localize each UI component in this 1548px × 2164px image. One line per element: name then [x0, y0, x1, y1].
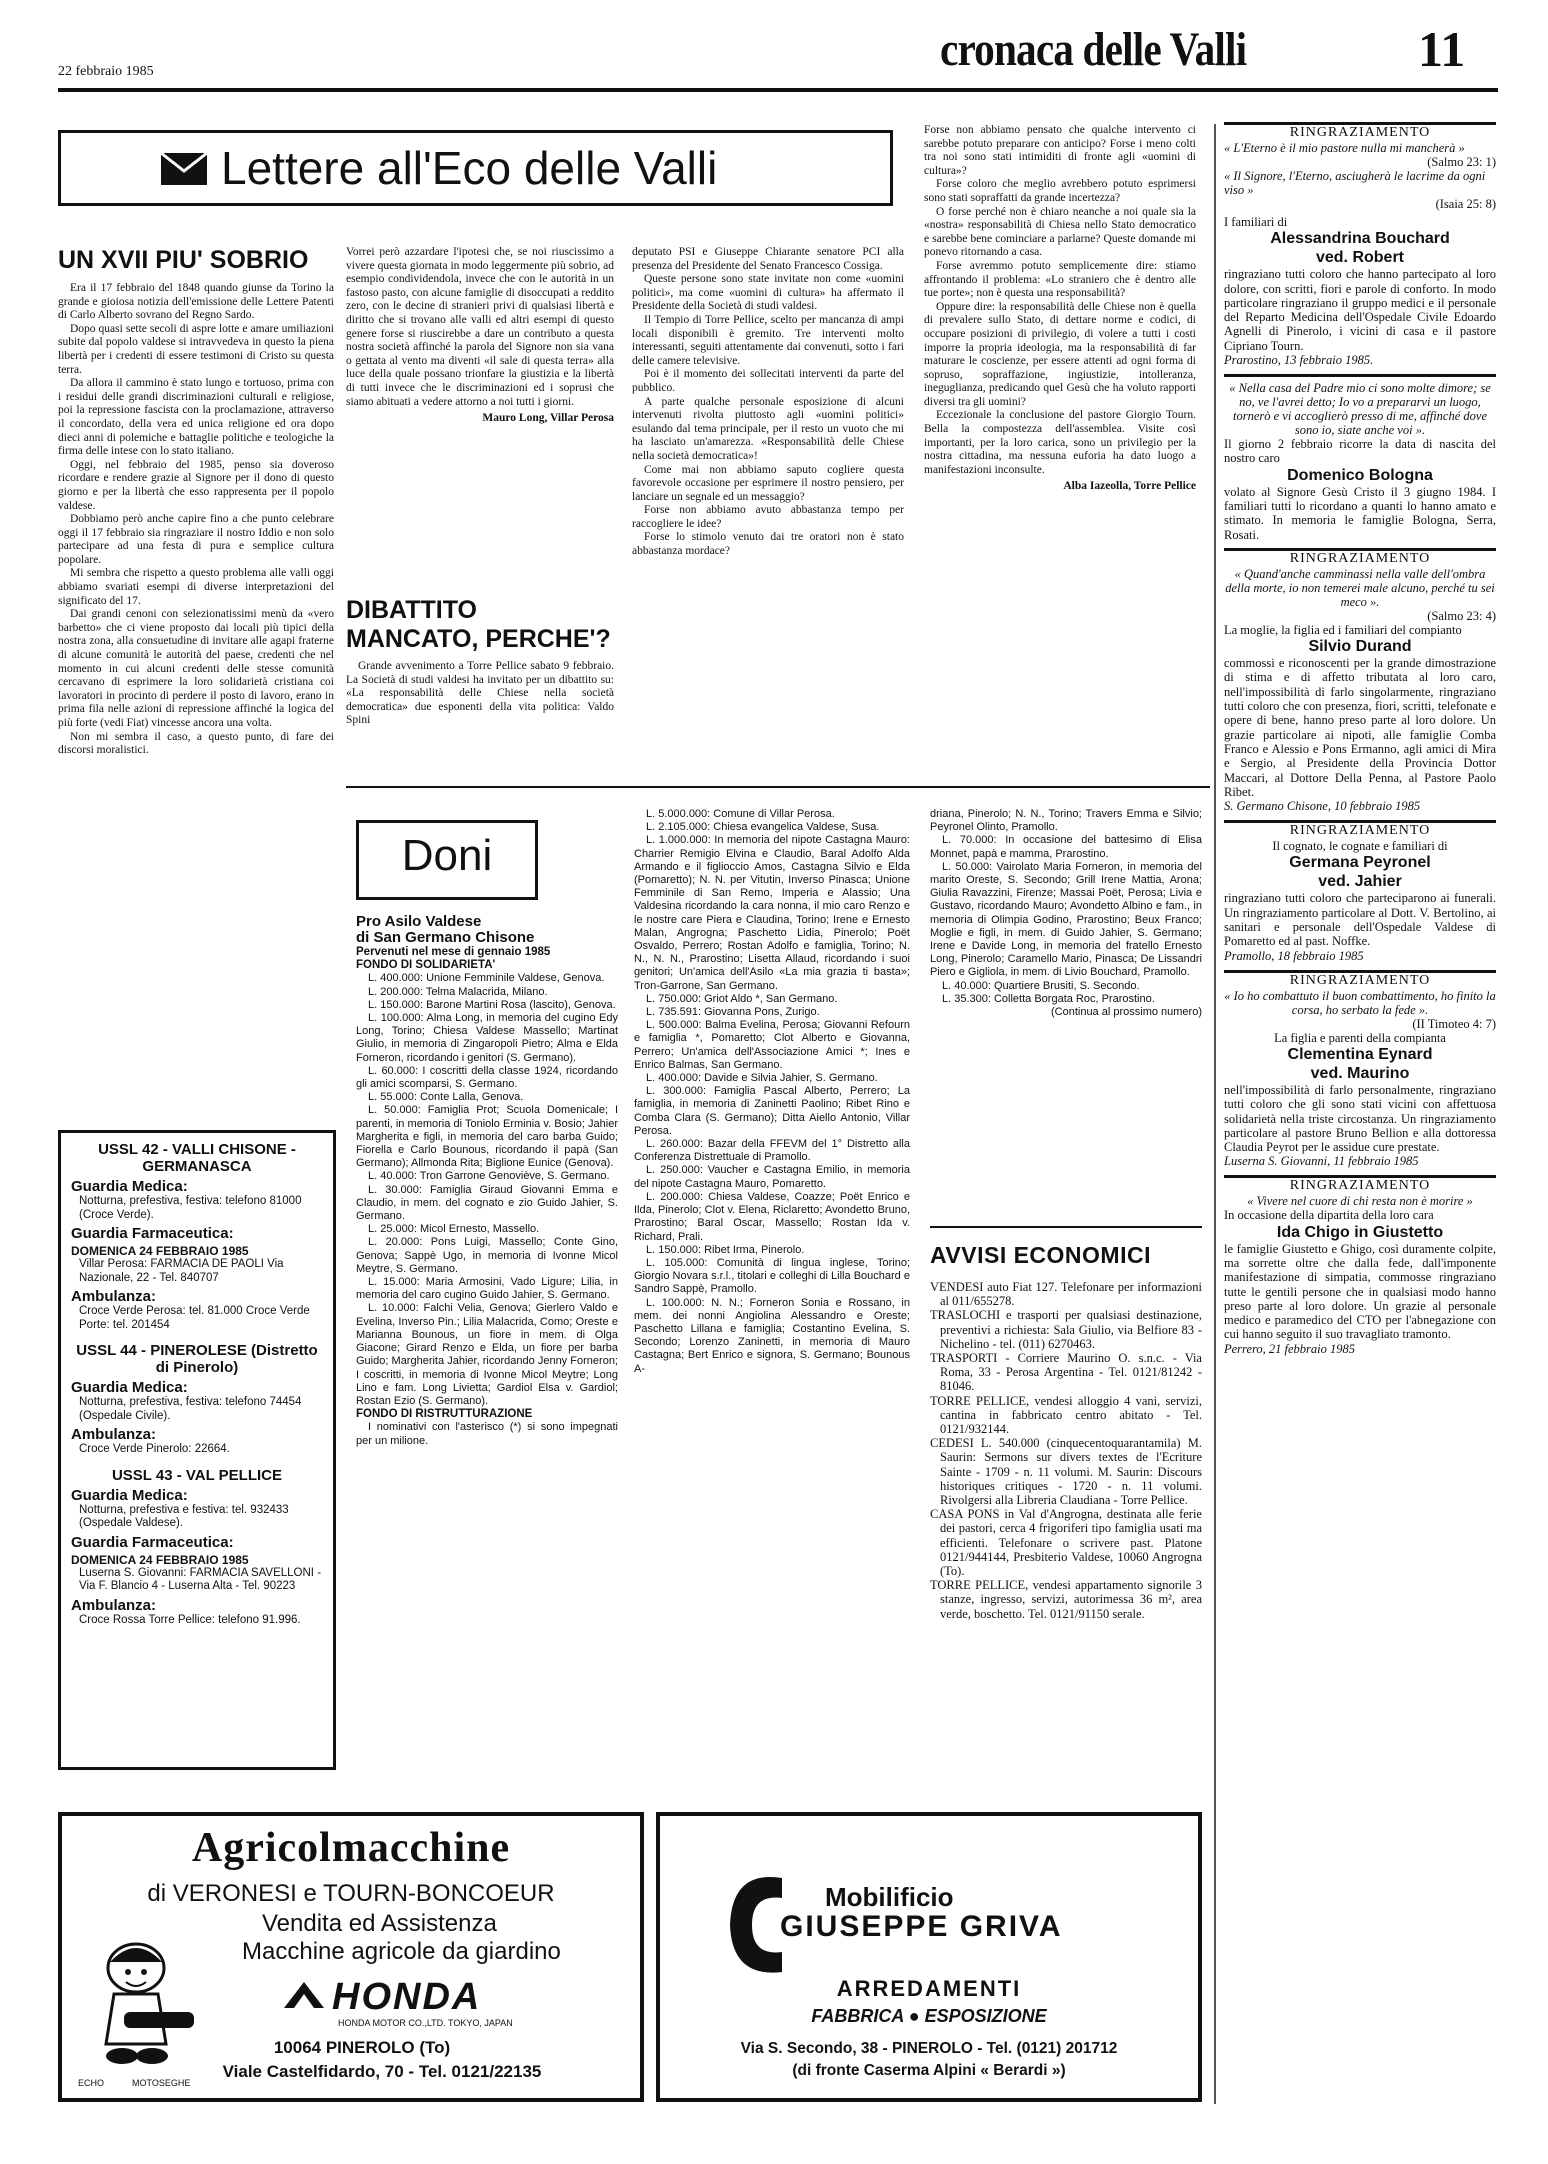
- ring-rule: [1224, 122, 1496, 125]
- doni-entry: L. 300.000: Famiglia Pascal Alberto, Perrero; La famiglia, in memoria di Zaninetti Paolino; Ribet Rino e Comba Clara (S. Germano); Ditta Aiello Antonio, Villar Perosa.: [634, 1085, 910, 1137]
- ring4-name2: ved. Jahier: [1318, 873, 1402, 891]
- doni-entry: L. 200.000: Telma Malacrida, Milano.: [368, 985, 548, 998]
- paragraph: Il Tempio di Torre Pellice, scelto per mancanza di ampi locali disponibili è gremito. Tre interventi molto interessanti, seguiti attentamente dai convenuti, sotto i fari delle camere televisive.: [632, 313, 904, 367]
- ring5-name2: ved. Maurino: [1310, 1064, 1410, 1082]
- section-divider: [346, 786, 1210, 788]
- paragraph: Come mai non abbiamo saputo cogliere questa favorevole occasione per esprimere il nostro pensiero, per lanciare un segnale ed un messaggio?: [632, 463, 904, 503]
- ring1-body: ringraziano tutti coloro che hanno partecipato al loro dolore, con scritti, fiori e parole di conforto. In modo particolare ringraziano il gruppo medici e il personale del Reparto Medicina dell'Ospedale Civile Edoardo Agnelli di Pinerolo, i vicini di casa e il pastore Cipriano Tourn.: [1224, 267, 1496, 353]
- paragraph: Forse lo stimolo venuto dai tre oratori non è stato abbastanza mordace?: [632, 531, 904, 558]
- doni-entry: L. 200.000: Chiesa Valdese, Coazze; Poët Enrico e Ilda, Pinerolo; Clot v. Elena, Riclaretto; Avondetto Bruno, Prarostino; Baral Oscar, Massello; Rostan Ida v. Richard, Prali.: [634, 1190, 910, 1243]
- ussl42-farm-date: DOMENICA 24 FEBBRAIO 1985: [71, 1244, 249, 1258]
- griva-esposizione: ESPOSIZIONE: [924, 2006, 1047, 2026]
- paragraph: Forse non abbiamo avuto abbastanza tempo per raccogliere le idee?: [632, 504, 904, 530]
- ussl42-amb-text: Croce Verde Perosa: tel. 81.000 Croce Verde Porte: tel. 201454: [79, 1305, 310, 1331]
- ring5-body: nell'impossibilità di farlo personalmente, ringraziano tutti coloro che gli sono stati vicini con affettuosa solidarietà nella triste circostanza. Un ringraziamento particolare al pastore Bruno Bellion e alla dottoressa Claudia Peyrot per le assidue cure prestate.: [1224, 1082, 1496, 1155]
- doni-fund2: FONDO DI RISTRUTTURAZIONE: [356, 1408, 533, 1421]
- ring5-quote: « Io ho combattuto il buon combattimento, ho finito la corsa, ho serbato la fede ».: [1224, 988, 1496, 1017]
- avvisi-item: CEDESI L. 540.000 (cinquecentoquarantamila) M. Saurin: Sermons sur divers textes de l'Ecriture Sainte - 1709 - n. 11 volumi. M. Saurin: Discours historiques critiques - 1720 - n. 11 volumi. Rivolgersi alla Libreria Claudiana - Torre Pellice.: [930, 1436, 1202, 1508]
- doni-entry: L. 40.000: Tron Garrone Genoviève, S. Germano.: [368, 1170, 610, 1183]
- ring3-place: S. Germano Chisone, 10 febbraio 1985: [1224, 799, 1421, 814]
- ussl44-medica-label: Guardia Medica:: [71, 1379, 188, 1396]
- ussl42-medica-label: Guardia Medica:: [71, 1178, 188, 1195]
- ring1-ref2: (Isaia 25: 8): [1435, 197, 1496, 211]
- doni-entry: L. 1.000.000: In memoria del nipote Castagna Mauro: Charrier Remigio Elvina e Claudio, Baral Adolfo Alda Armando e il figlioccio Amos, Castagna Silvio e Elda (Pomaretto); N. N. per Vitutin, Inverso Pinasca; Unione Femminile di San Remo, Imperia e Alassio; Una Valdesina ricordando la cara nonna, il mio caro Renzo e le nostre care Piera e Claudina, Torino; Irene e Ernesto Malan, Angrogna; Paschetto Lidia, Pinerolo; Poët Osvaldo, Perrero; Rostan Adolfo e famiglia, Torino; N. N., N. N., Prarostino; Lisetta Allaud, ricordando i suoi genitori; Un'amica dell'Asilo «La mia grazia ti basta»; Tron-Garrone, San Germano.: [634, 834, 910, 992]
- agricol-brand: Agricolmacchine: [191, 1825, 511, 1871]
- article2-body-col3: [924, 124, 1196, 494]
- ring-rule: [1224, 548, 1496, 551]
- doni-entry: L. 750.000: Griot Aldo *, San Germano.: [646, 992, 838, 1005]
- doni-entry: L. 2.105.000: Chiesa evangelica Valdese, Susa.: [646, 821, 880, 834]
- letters-section-title: Lettere all'Eco delle Valli: [221, 142, 718, 194]
- honda-logo: HONDA: [332, 1976, 482, 2018]
- ring4-place: Pramollo, 18 febbraio 1985: [1224, 948, 1364, 963]
- article1-signature: Mauro Long, Villar Perosa: [482, 412, 614, 425]
- ring-rule: [1224, 970, 1496, 973]
- griva-addr1: Via S. Secondo, 38 - PINEROLO - Tel. (0121) 201712: [740, 2040, 1118, 2057]
- doni-entry: L. 35.300: Colletta Borgata Roc, Prarostino.: [942, 992, 1155, 1005]
- agricol-addr2: Viale Castelfidardo, 70 - Tel. 0121/22135: [222, 2062, 542, 2081]
- ring6-intro: In occasione della dipartita della loro cara: [1224, 1208, 1434, 1223]
- doni-entry: L. 15.000: Maria Armosini, Vado Ligure; Lilia, in memoria del caro cugino Guido Jahier, S. Germano.: [356, 1276, 618, 1302]
- ussl43-amb-label: Ambulanza:: [71, 1596, 157, 1614]
- doni-fund2-note: I nominativi con l'asterisco (*) si sono impegnati per un milione.: [356, 1421, 618, 1447]
- avvisi-item: TORRE PELLICE, vendesi appartamento signorile 3 stanze, ingresso, servizi, autorimessa 36 m², area verde, boschetto. Tel. 0121/91150 serale.: [930, 1578, 1202, 1621]
- article2-signature: Alba Iazeolla, Torre Pellice: [1063, 480, 1196, 493]
- doni-entry: L. 50.000: Famiglia Prot; Scuola Domenicale; I parenti, in memoria di Toniolo Erminia v. Bosio; Jahier Margherita e figli, in memoria del caro barba Guido; Fiorella e Carlo Bounous, ricordando il papà (San Germano); Allmonda Rita; Biglione Eunice (Genova).: [356, 1104, 618, 1170]
- ad-griva: [656, 1812, 1202, 2102]
- ussl43-amb-text: Croce Rossa Torre Pellice: telefono 91.996.: [79, 1613, 301, 1626]
- bullet-icon: ●: [908, 2006, 925, 2026]
- paragraph: Non mi sembra il caso, a questo punto, di fare dei discorsi moralistici.: [58, 730, 334, 757]
- article1-body-col1: [58, 282, 334, 758]
- griva-fabbrica: FABBRICA: [811, 2006, 904, 2026]
- envelope-icon: [161, 153, 207, 190]
- agricol-line1: di VERONESI e TOURN-BONCOEUR: [147, 1880, 555, 1907]
- ussl-box: [58, 1130, 336, 1770]
- avvisi-item: CASA PONS in Val d'Angrogna, destinata alle ferie dei pastori, cerca 4 frigoriferi tipo famiglia usati ma efficienti. Telefonare o scrivere past. Platone 0121/944144, Presbiterio Valdese, 10060 Angrogna (To).: [930, 1507, 1202, 1579]
- doni-fund1: FONDO DI SOLIDARIETA': [356, 959, 496, 972]
- agricol-motoseghe: MOTOSEGHE: [132, 2078, 191, 2088]
- paragraph: Era il 17 febbraio del 1848 quando giunse da Torino la grande e gioiosa notizia dell'emissione delle Lettere Patenti di Carlo Alberto sovrano del Regno Sardo.: [58, 282, 334, 322]
- doni-entry: L. 60.000: I coscritti della classe 1924, ricordando gli amici scomparsi, S. Germano.: [356, 1064, 618, 1091]
- ringraziamenti-column: [1224, 122, 1496, 1357]
- ring-rule: [1224, 374, 1496, 377]
- ring3-heading: RINGRAZIAMENTO: [1289, 550, 1431, 566]
- ring-rule: [1224, 820, 1496, 823]
- ring1-heading: RINGRAZIAMENTO: [1289, 125, 1431, 140]
- ussl43-farm-text: Luserna S. Giovanni: FARMACIA SAVELLONI - Via F. Blancio 4 - Luserna Alta - Tel. 90223: [79, 1566, 322, 1592]
- doni-subtitle1: Pro Asilo Valdese: [356, 913, 482, 930]
- paragraph: Forse coloro che meglio avrebbero potuto esprimersi sono stati sopraffatti da grande incertezza?: [924, 178, 1196, 204]
- doni-entry: L. 500.000: Balma Evelina, Perosa; Giovanni Refourn e famiglia *, Pomaretto; Clot Alberto e Giovanna, Perrero; Un'amica dell'Associazione Amici *; Ines e Enrico Balmas, San Germano.: [634, 1019, 910, 1071]
- doni-entry: L. 25.000: Micol Ernesto, Massello.: [368, 1223, 540, 1236]
- doni-entry: L. 250.000: Vaucher e Castagna Emilio, in memoria del nipote Castagna Mauro, Pomaretto.: [634, 1164, 910, 1190]
- paragraph: Grande avvenimento a Torre Pellice sabato 9 febbraio. La Società di studi valdesi ha invitato per un dibattito su: «La responsabilità delle Chiese nella società democratica» due esponenti della vita politica: Valdo Spini: [346, 660, 614, 727]
- ring6-heading: RINGRAZIAMENTO: [1289, 1178, 1431, 1194]
- ussl43-medica-label: Guardia Medica:: [71, 1486, 188, 1504]
- paragraph: Forse non abbiamo pensato che qualche intervento ci sarebbe potuto preparare con anticipo? Forse i meno colti tra noi sono stati intimiditi di fronte agli «uomini di cultura»?: [924, 124, 1196, 177]
- article2-title-line2: MANCATO, PERCHE'?: [346, 625, 611, 653]
- ring2-body: volato al Signore Gesù Cristo il 3 giugno 1984. I familiari tutti lo ricordano a quanti lo hanno amato e stimato. In memoria le famiglie Bologna, Serra, Rosati.: [1224, 484, 1496, 542]
- doni-entry: L. 40.000: Quartiere Brusiti, S. Secondo.: [942, 979, 1140, 992]
- ring2-name1: Domenico Bologna: [1287, 466, 1433, 484]
- ussl43-medica-text: Notturna, prefestiva e festiva: tel. 932433 (Ospedale Valdese).: [79, 1503, 289, 1529]
- ussl43-farm-date: DOMENICA 24 FEBBRAIO 1985: [71, 1552, 249, 1567]
- avvisi-item: VENDESI auto Fiat 127. Telefonare per informazioni al 011/655278.: [930, 1280, 1202, 1309]
- paragraph: deputato PSI e Giuseppe Chiarante senatore PCI alla presenza del Presidente del Senato Francesco Cossiga.: [632, 246, 904, 272]
- header-rule: [58, 88, 1498, 92]
- doni-entry: L. 150.000: Ribet Irma, Pinerolo.: [646, 1243, 805, 1256]
- ussl43-title: USSL 43 - VAL PELLICE: [111, 1466, 283, 1484]
- doni-entry: L. 260.000: Bazar della FFEVM del 1° Distretto alla Conferenza Distrettuale di Pramollo.: [634, 1138, 910, 1164]
- paragraph: Dai grandi cenoni con selezionatissimi menù da «vero barbetto» che ci viene proposto dai locali più tipici della nostra zona, alla consuetudine di invitare alle agapi fraterne di alcune comunità le autorità del paese, credenti che nel momento in cui alcuni credenti delle stesse comunità cercavano di esprimere la loro solidarietà cristiana coi lavoratori in procinto di perdere il posto di lavoro, erano in prima fila nelle azioni di repressione affinché la logica del più forte (vedi Fiat) vincesse ancora una volta.: [58, 608, 334, 729]
- paragraph: Oggi, nel febbraio del 1985, penso sia doveroso ricordare e rendere grazie al Signore per il dono di questo giorno e per la libertà che esso rappresenta per il popolo valdese.: [58, 458, 334, 512]
- doni-entry: L. 100.000: Alma Long, in memoria del cugino Edy Long, Torino; Chiesa Valdese Massello; Martinat Giulio, in memoria di Zingaropoli Pietro; Alma e Elda Forneron, ricordando i genitori (S. Germano).: [356, 1012, 618, 1064]
- doni-subtitle3: Pervenuti nel mese di gennaio 1985: [356, 946, 551, 958]
- doni-entry: L. 50.000: Vairolato Maria Forneron, in memoria del marito Oreste, S. Secondo; Grill Irene Mattia, Arona; Giulia Ravazzini, Firenze; Massai Poët, Perosa; Livia e Gustavo, ricordando Mauro; Avondetto Albino e fam., in memoria di Olimpia Godino, Prarostino; Beux Franco; Moglie e figli, in mem. di Guido Jahier, S. Germano; Irene e Davide Long, in memoria del fratello Ernesto Long, Pinerolo; Caramello Mario, Pinasca; De Lissandri Piero e Gigliola, in mem. di Livio Bouchard, Pramollo.: [930, 860, 1202, 979]
- paragraph: Vorrei però azzardare l'ipotesi che, se noi riuscissimo a vivere questa giornata in modo leggermente più sobrio, ad esempio condividendola, invece che con le autorità in un fastoso pasto, con alcune famiglie di disoccupati a reddito zero, con le decine di stranieri privi di qualsiasi libertà e diritto che si trovano alle valli ed altri esempi di questo genere forse si riuscirebbe a dare un contributo a questa nostra società affinché la parola del Signore non sia vana o gettata al vento ma diventi «il sale di questa terra» alla luce della quale possano trionfare la giustizia e la libertà di tutti invece che le discriminazioni ed i soprusi che siamo abituati a vedere attorno a noi tutti i giorni.: [346, 246, 614, 408]
- ring5-ref: (II Timoteo 4: 7): [1412, 1016, 1496, 1031]
- honda-sub: HONDA MOTOR CO.,LTD. TOKYO, JAPAN: [338, 2018, 513, 2028]
- ussl43-farm-label: Guardia Farmaceutica:: [71, 1533, 234, 1551]
- griva-addr2: (di fronte Caserma Alpini « Berardi »): [792, 2062, 1066, 2079]
- paragraph: Dobbiamo però anche capire fino a che punto celebrare oggi il 17 febbraio sia ringraziare il nostro Iddio e non solo partecipare ad una festa di pura e semplice cultura popolare.: [58, 513, 334, 566]
- ussl42-farm-label: Guardia Farmaceutica:: [71, 1225, 234, 1242]
- ussl44-medica-text: Notturna, prefestiva, festiva: telefono 74454 (Ospedale Civile).: [79, 1396, 302, 1422]
- ring3-body: commossi e riconoscenti per la grande dimostrazione di stima e di affetto tributata al loro caro, nell'impossibilità di farlo singolarmente, ringraziano tutti coloro che con presenza, fiori, scritti, telefonate e opere di bene, hanno preso parte al loro dolore. Un grazie particolare ai nipoti, alle famiglie Comba Franco e Alessio e Pons Ermanno, agli amici di Mira e Sergio, al Presidente della Provincia Dottor Maccari, al Dottore Della Penna, al Pastore Paolo Ribet.: [1224, 656, 1496, 799]
- doni-entry: L. 400.000: Unione Femminile Valdese, Genova.: [368, 972, 605, 985]
- ussl44-amb-label: Ambulanza:: [71, 1426, 157, 1443]
- doni-title: Doni: [401, 831, 493, 880]
- ring-rule: [1224, 1175, 1496, 1178]
- doni-subtitle2: di San Germano Chisone: [356, 929, 535, 946]
- doni-entry: L. 105.000: Comunità di lingua inglese, Torino; Giorgio Novara s.r.l., titolari e colleghi di Lilla Bouchard e Sandro Sappè, Pramollo.: [634, 1256, 910, 1296]
- ad-agricolmacchine: [58, 1812, 644, 2102]
- doni-entry: L. 70.000: In occasione del battesimo di Elisa Monnet, papà e mamma, Prarostino.: [930, 834, 1202, 860]
- doni-entry: L. 400.000: Davide e Silvia Jahier, S. Germano.: [646, 1072, 878, 1085]
- doni-col1: [356, 914, 618, 1448]
- paragraph: Eccezionale la conclusione del pastore Giorgio Tourn. Bella la compostezza dell'assemblea. Visite così importanti, per la loro carica, sono un privilegio per la nostra cittadina, ma nessuna euforia ha dato luogo a manifestazioni inconsulte.: [924, 409, 1196, 476]
- page-number: 11: [1418, 21, 1466, 77]
- doni-entry: driana, Pinerolo; N. N., Torino; Travers Emma e Silvio; Peyronel Olinto, Pramollo.: [930, 808, 1202, 834]
- ussl42-title: USSL 42 - VALLI CHISONE - GERMANASCA: [98, 1141, 296, 1175]
- avvisi-list: [930, 1280, 1202, 1621]
- ring1-place: Prarostino, 13 febbraio 1985.: [1224, 353, 1374, 368]
- article1-title: UN XVII PIU' SOBRIO: [58, 246, 309, 274]
- ring5-name1: Clementina Eynard: [1287, 1045, 1433, 1063]
- ring6-body: le famiglie Giustetto e Ghigo, così duramente colpite, ma sorrette oltre che dalla fede, dall'imponente manifestazione di simpatia, commosse ringraziano tutte le gentili persone che in qualsiasi modo hanno preso parte al loro dolore. Un grazie al personale medico e paramedico del CTO per l'abnegazione con cui hanno seguito il suo travagliato tramonto.: [1224, 1241, 1496, 1342]
- ussl42-medica-text: Notturna, prefestiva, festiva: telefono 81000 (Croce Verde).: [79, 1195, 302, 1221]
- doni-col3: [930, 808, 1202, 1019]
- ring6-place: Perrero, 21 febbraio 1985: [1224, 1341, 1356, 1356]
- doni-entry: L. 150.000: Barone Martini Rosa (lascito), Genova.: [368, 998, 616, 1011]
- paragraph: O forse perché non è chiaro neanche a noi quale sia la «nostra» responsabilità di Chiesa nello Stato democratico e sarebbe bene cominciare a parlarne? Queste domande mi ponevo ritornando a casa.: [924, 205, 1196, 259]
- ring4-intro: Il cognato, le cognate e familiari di: [1272, 839, 1448, 854]
- ring2-quote: « Nella casa del Padre mio ci sono molte dimore; se no, ve l'avrei detto; Io vo a prepararvi un luogo, tornerò e vi accoglierò presso di me, affinché dove sono io, siate anche voi ».: [1229, 381, 1491, 438]
- avvisi-item: TRASLOCHI e trasporti per qualsiasi destinazione, preventivi a richiesta: Sala Giulio, via Belfiore 83 - Nichelino - tel. (011) 6270463.: [930, 1308, 1202, 1351]
- letters-section-box: [58, 130, 893, 206]
- ring3-ref: (Salmo 23: 4): [1427, 608, 1496, 623]
- honda-wing-icon: [282, 1980, 326, 2015]
- agricol-line2: Vendita ed Assistenza: [262, 1910, 497, 1937]
- masthead: cronaca delle Valli: [940, 23, 1247, 76]
- doni-title-box: [356, 820, 538, 900]
- ring1-name1: Alessandrina Bouchard: [1270, 230, 1450, 248]
- paragraph: Oppure dire: la responsabilità delle Chiese non è quella di prevalere sullo Stato, di dettare norme e codici, di occupare posizioni di privilegio, di volere a tutti i costi imporre la propria ideologia, ma la responsabilità di far maturare le coscienze, per essere attenti ad ogni forma di sopruso, sopraffazione, ingiustizie, intolleranza, ineguglianza, predicando quel Gesù che ha voluto rapporti diversi tra gli uomini?: [924, 300, 1196, 408]
- griva-line2: GIUSEPPE GRIVA: [780, 1910, 1063, 1943]
- ussl42-amb-label: Ambulanza:: [71, 1288, 157, 1305]
- doni-entry: L. 10.000: Falchi Velia, Genova; Gierlero Valdo e Evelina, Inverso Pin.; Lilia Malacrida, Como; Oreste e Marianna Bounous, un fiore in mem. di Olga Giacone; Girard Renzo e Elda, un fiore per barba Guido; Margherita Jahier, ricordando Jenny Forneron; I coscritti, in memoria di Ivonne Micol Meytre; Long Lino e fam. Long Livietta; Gardiol Elsa v. Gardiol; Rostan Ezio (S. Germano).: [356, 1302, 618, 1407]
- avvisi-title: AVVISI ECONOMICI: [930, 1242, 1151, 1268]
- doni-entry: L. 5.000.000: Comune di Villar Perosa.: [646, 808, 835, 820]
- paragraph: Mi sembra che rispetto a questo problema alle valli oggi abbiamo svariati esempi di diverse interpretazioni del significato del 17.: [58, 567, 334, 607]
- doni-entry: L. 30.000: Famiglia Giraud Giovanni Emma e Claudio, in mem. del cognato e zio Guido Jahier, S. Germano.: [356, 1183, 618, 1223]
- article1-body-col2: [346, 246, 614, 426]
- doni-continued: (Continua al prossimo numero): [1050, 1006, 1202, 1019]
- ring1-name2: ved. Robert: [1315, 249, 1404, 267]
- ring1-quote1: « L'Eterno è il mio pastore nulla mi mancherà »: [1224, 141, 1465, 155]
- ring1-quote2: « Il Signore, l'Eterno, asciugherà le lacrime da ogni viso »: [1224, 169, 1486, 197]
- ring5-heading: RINGRAZIAMENTO: [1289, 972, 1431, 988]
- ring3-intro: La moglie, la figlia ed i familiari del compianto: [1224, 622, 1462, 637]
- paragraph: A parte qualche personale esposizione di alcuni intervenuti rivolta piuttosto agli «uomini politici» esulando dal tema principale, per il resto un vuoto che mi ha lasciato un'amarezza. «Responsabilità delle Chiese nella società democratica»!: [632, 395, 904, 462]
- griva-line4: [660, 2006, 1198, 2027]
- article2-title-line1: DIBATTITO: [346, 596, 478, 624]
- ring6-quote: « Vivere nel cuore di chi resta non è morire »: [1247, 1194, 1473, 1209]
- article2-title: [346, 596, 616, 654]
- ring5-place: Luserna S. Giovanni, 11 febbraio 1985: [1224, 1154, 1419, 1169]
- griva-line3: ARREDAMENTI: [836, 1976, 1022, 2001]
- ring5-intro: La figlia e parenti della compianta: [1274, 1030, 1446, 1045]
- avvisi-item: TRASPORTI - Corriere Maurino O. s.n.c. - Via Roma, 33 - Perosa Argentina - Tel. 0121/81242 - 81046.: [930, 1351, 1202, 1394]
- paragraph: Da allora il cammino è stato lungo e tortuoso, prima con i residui delle grandi discriminazioni culturali e religiose, poi la repressione fascista con la proclamazione, attraverso il concordato, della vera ed unica religione ed ora dopo dieci anni di polemiche e battaglie politiche e teologiche la firma delle intese con lo stato italiano.: [58, 377, 334, 458]
- ring4-name1: Germana Peyronel: [1289, 854, 1431, 872]
- agricol-addr1: 10064 PINEROLO (To): [273, 2038, 451, 2057]
- paragraph: Dopo quasi sette secoli di aspre lotte e amare umiliazioni subite dal popolo valdese si intravvedeva in questo la piena libertà per i credenti di essere testimoni di Cristo su questa terra.: [58, 322, 334, 376]
- griva-line1: Mobilificio: [825, 1882, 954, 1912]
- article2-body-col1: [346, 660, 614, 728]
- ring4-heading: RINGRAZIAMENTO: [1289, 823, 1431, 839]
- ring1-ref1: (Salmo 23: 1): [1427, 155, 1496, 169]
- agricol-line3: Macchine agricole da giardino: [242, 1938, 561, 1965]
- doni-entry: L. 20.000: Pons Luigi, Massello; Conte Gino, Genova; Sappè Ugo, in memoria di Ivonne Micol Meytre, S. Germano.: [356, 1236, 618, 1275]
- ussl44-amb-text: Croce Verde Pinerolo: 22664.: [79, 1443, 230, 1455]
- paragraph: Queste persone sono state invitate non come «uomini politici», ma come «uomini di cultura» ha affermato il Presidente della Società di studi valdesi.: [632, 273, 904, 313]
- doni-col2: [634, 808, 910, 1376]
- ussl44-title: USSL 44 - PINEROLESE (Distretto di Pinerolo): [76, 1342, 318, 1376]
- ring1-intro: I familiari di: [1224, 215, 1288, 229]
- doni-entry: L. 55.000: Conte Lalla, Genova.: [368, 1091, 524, 1104]
- doni-entry: L. 735.591: Giovanna Pons, Zurigo.: [646, 1006, 820, 1019]
- paragraph: Poi è il momento dei sollecitati interventi da parte del pubblico.: [632, 368, 904, 394]
- avvisi-rule: [930, 1226, 1202, 1228]
- column-rule: [1214, 124, 1216, 2104]
- avvisi-item: TORRE PELLICE, vendesi alloggio 4 vani, servizi, cantina in fabbricato centro abitato - Tel. 0121/932144.: [930, 1393, 1202, 1437]
- doni-entry: L. 100.000: N. N.; Forneron Sonia e Rossano, in mem. dei nonni Angiolina Alessandro e Oreste; Paschetto Lillana e famiglia; Costantino Evelina, S. Secondo; Lorenzo Zaninetti, in memoria di Mauro Castagna; Bert Enrico e signora, S. Germano; Bounous A-: [634, 1296, 910, 1375]
- ring3-quote: « Quand'anche camminassi nella valle dell'ombra della morte, io non temerei male alcuno, perché tu sei meco ».: [1225, 566, 1495, 609]
- agricol-echo: ECHO: [78, 2078, 105, 2088]
- paragraph: Forse avremmo potuto semplicemente dire: stiamo affrontando il problema: «Lo straniero che è dentro alle tue porte»; non è questa una responsabilità?: [924, 259, 1196, 300]
- ring4-body: ringraziano tutti coloro che parteciparono ai funerali. Un ringraziamento particolare al Dott. V. Bertolino, ai sanitari e personale dell'Ospedale Valdese di Pomaretto ed al past. Noffke.: [1224, 891, 1496, 949]
- article2-body-col2: [632, 246, 904, 559]
- ring6-name1: Ida Chigo in Giustetto: [1276, 1223, 1444, 1241]
- issue-date: 22 febbraio 1985: [58, 64, 154, 79]
- ussl42-farm-text: Villar Perosa: FARMACIA DE PAOLI Via Nazionale, 22 - Tel. 840707: [79, 1258, 284, 1284]
- ring2-intro: Il giorno 2 febbraio ricorre la data di nascita del nostro caro: [1224, 437, 1496, 466]
- ring3-name1: Silvio Durand: [1308, 638, 1412, 656]
